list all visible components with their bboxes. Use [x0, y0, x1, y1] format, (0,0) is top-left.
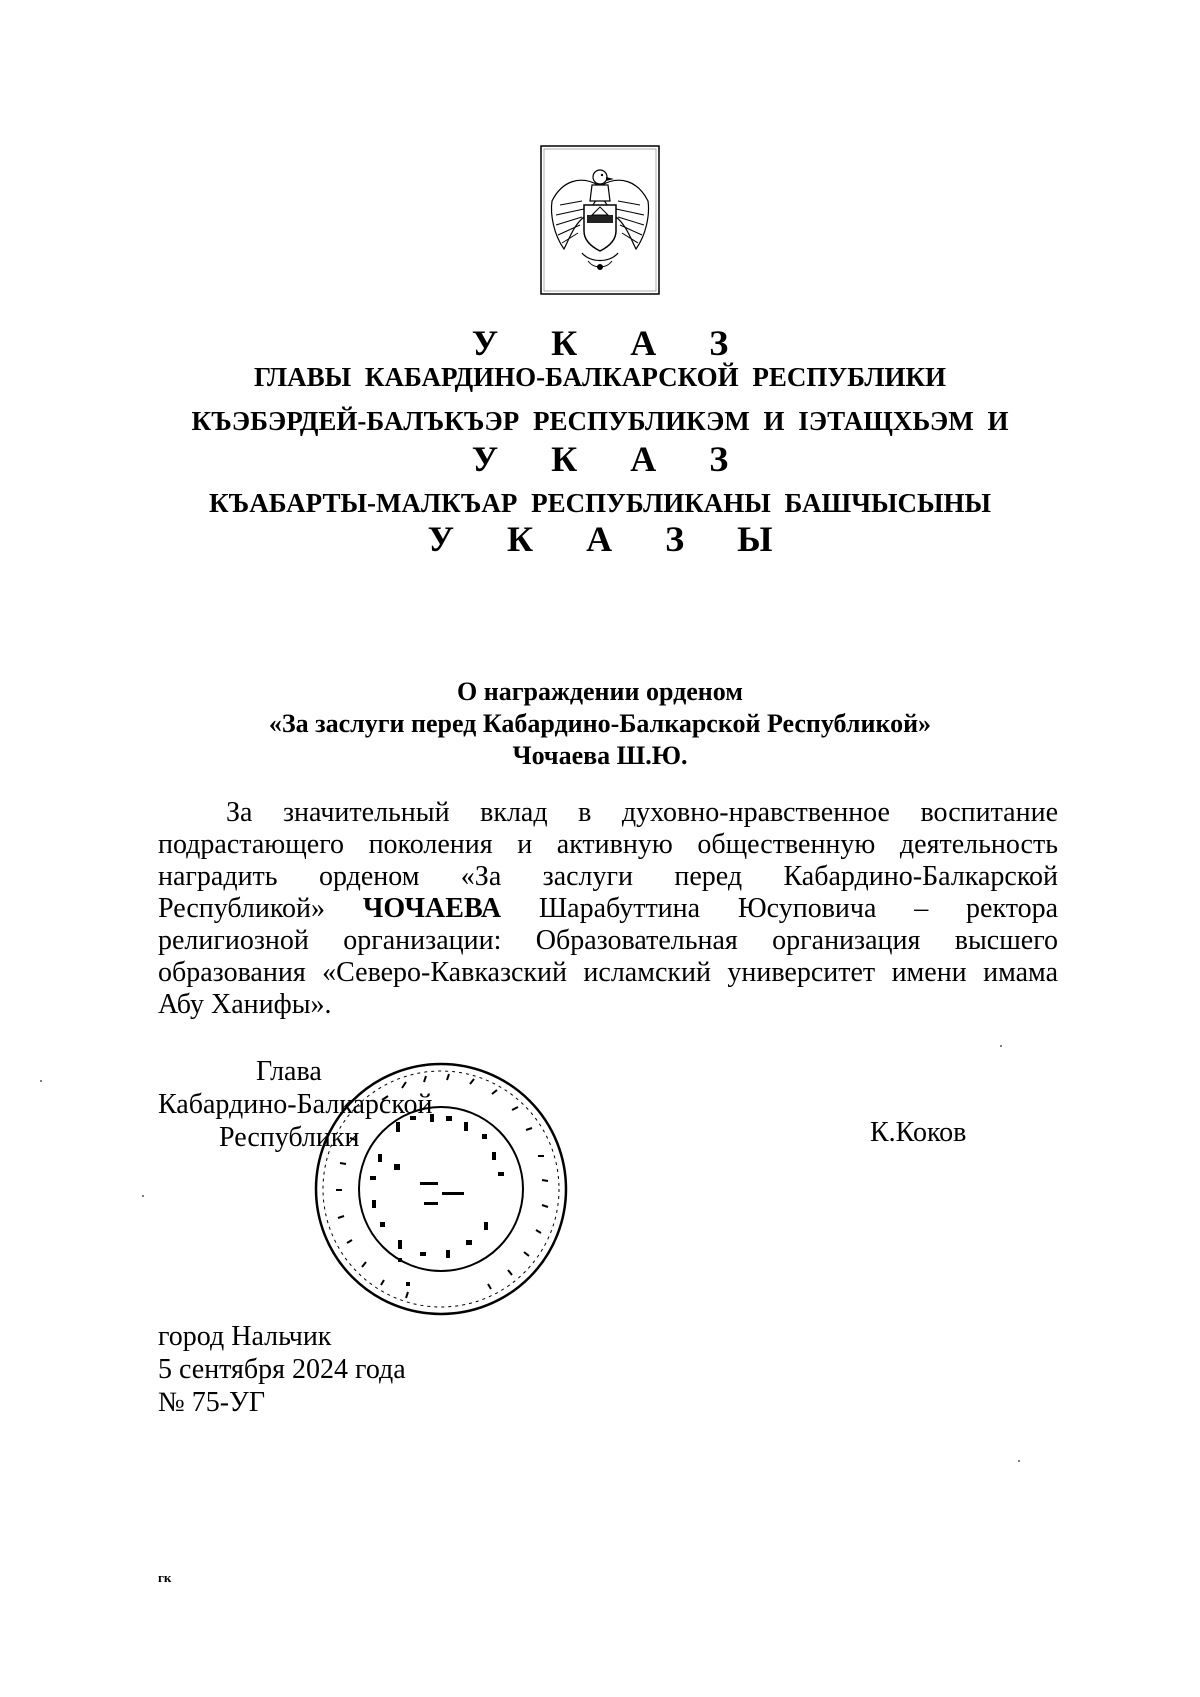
body-line: подрастающего поколения и активную общественную деятельность	[158, 829, 1058, 860]
header-ukaz-kabardian: У К А З	[471, 439, 751, 479]
executor-initials: гк	[158, 1570, 172, 1585]
decree-subject-line-1: О награждении орденом	[457, 677, 743, 706]
decree-subject-line-3: Чочаева Ш.Ю.	[512, 741, 688, 770]
body-line: За значительный вклад в духовно-нравственное воспитание	[226, 797, 1058, 828]
signatory-name: К.Коков	[870, 1117, 967, 1148]
signatory-title-line-2: Кабардино-Балкарской	[158, 1089, 433, 1120]
header-head-of-republic-kabardian: КЪЭБЭРДЕЙ-БАЛЪКЪЭР РЕСПУБЛИКЭМ И IЭТАЩХЬЭМ И	[191, 406, 1009, 436]
scan-speck	[40, 1080, 42, 1082]
body-line: наградить орденом «За заслуги перед Кабардино-Балкарской	[158, 861, 1058, 892]
body-line: Абу Ханифы».	[158, 989, 332, 1020]
awardee-surname: ЧОЧАЕВА	[362, 893, 502, 924]
body-line: образования «Северо-Кавказский исламский университет имени имама	[158, 957, 1058, 988]
kbr-coat-of-arms-icon	[540, 145, 660, 295]
scan-speck	[1000, 1045, 1002, 1047]
header-ukaz-balkarian: У К А З Ы	[427, 519, 795, 559]
decree-subject-line-2: «За заслуги перед Кабардино-Балкарской Республикой»	[268, 709, 932, 738]
decree-city: город Нальчик	[158, 1321, 332, 1352]
header-head-of-republic-balkarian: КЪАБАРТЫ-МАЛКЪАР РЕСПУБЛИКАНЫ БАШЧЫСЫНЫ	[208, 488, 992, 518]
body-line: религиозной организации: Образовательная организация высшего	[158, 925, 1058, 956]
body-line-with-name	[158, 893, 1058, 925]
header-head-of-republic-russian: ГЛАВЫ КАБАРДИНО-БАЛКАРСКОЙ РЕСПУБЛИКИ	[253, 362, 947, 392]
signatory-title-line-3: Республики	[219, 1122, 360, 1153]
body-text-fragment: Республикой»	[158, 893, 326, 924]
signatory-title-line-1: Глава	[256, 1056, 322, 1087]
scan-speck	[142, 1195, 144, 1197]
header-ukaz-russian: У К А З	[471, 323, 751, 363]
decree-place-date-number	[158, 1320, 406, 1419]
decree-date: 5 сентября 2024 года	[158, 1354, 406, 1385]
decree-body	[158, 797, 1058, 1021]
decree-number: № 75-УГ	[158, 1387, 266, 1418]
scan-speck	[1018, 1460, 1020, 1462]
body-text-fragment: Шарабуттина Юсуповича – ректора	[538, 893, 1059, 924]
